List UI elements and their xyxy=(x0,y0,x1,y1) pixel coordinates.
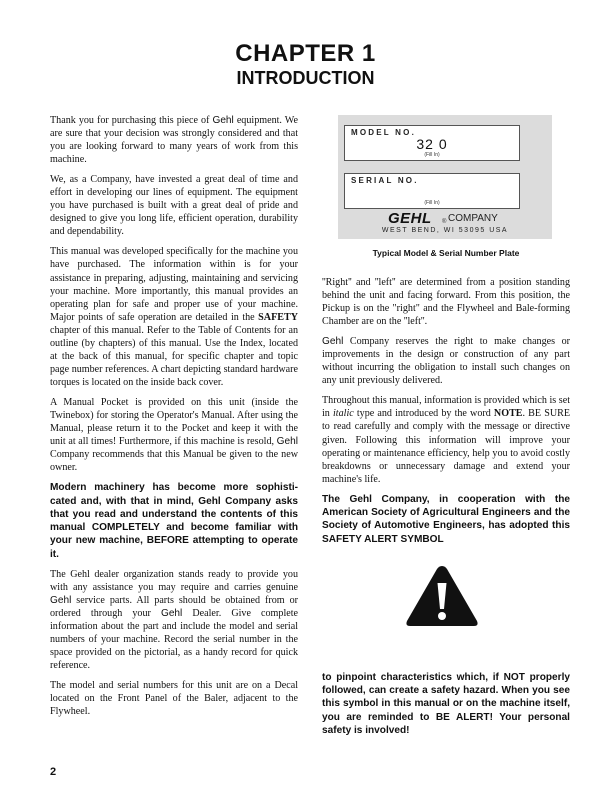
text-run: Dealer. Give complete information about the part and include the model and serial numbers of your machine. Record the serial number in the space provided on the pictorial, as a handy record for quick reference. xyxy=(50,608,299,672)
note-word: NOTE xyxy=(493,408,523,420)
changes-paragraph xyxy=(322,335,570,387)
safety-alert-symbol xyxy=(322,553,570,663)
text-run: service parts. All parts should be obtained from or ordered through your xyxy=(50,595,298,620)
intro-paragraph-1 xyxy=(50,114,298,166)
left-column xyxy=(50,114,298,726)
text-run: . BE SURE to read carefully and comply with the message or directive given. Following this information will improve your operating or maintenance efficiency, help you to avoid costly breakdowns or unnecessary damage and extend your machine's life. xyxy=(322,408,571,485)
model-number-box xyxy=(344,125,520,161)
text-run: Company reserves the right to make changes or improvements in the design or construction of any part without incurring the obligation to install such changes on any unit previously delivered. xyxy=(322,336,570,387)
model-number-value: 32 0 xyxy=(416,136,448,152)
safety-alert-intro: The Gehl Company, in cooperation with the American Society of Agricultural Engineers and the Society of Automotive Engineers, has adopted this SAFETY ALERT SYMBOL xyxy=(322,493,570,545)
text-run: Thank you for purchasing this piece of xyxy=(50,115,213,126)
gehl-brand-text: Gehl xyxy=(160,608,183,620)
page-number: 2 xyxy=(50,766,57,778)
dealer-paragraph xyxy=(50,568,298,672)
serial-number-plate xyxy=(338,115,552,239)
note-paragraph xyxy=(322,394,570,485)
gehl-brand-text: Gehl xyxy=(212,115,234,126)
plate-caption: Typical Model & Serial Number Plate xyxy=(372,248,520,258)
text-run: type and introduced by the word xyxy=(353,408,494,420)
safety-chapter-ref: SAFETY xyxy=(258,311,298,323)
gehl-brand-text: Gehl xyxy=(50,595,72,607)
intro-paragraph-2: We, as a Company, have invested a great deal of time and effort in developing our lines of equipment. The equipment you have purchased is built with a great deal of pride and designed to give you long life, efficient operation, durability and dependability. xyxy=(50,174,298,238)
company-text: COMPANY xyxy=(448,213,498,224)
gehl-logo: GEHL xyxy=(388,210,432,227)
gehl-brand-text: Gehl xyxy=(276,436,298,448)
chapter-title: INTRODUCTION xyxy=(236,68,375,88)
text-run: A Manual Pocket is provided on this unit (inside the Twinebox) for storing the Operator's Manual. After using the Manual, please return it to the Pocket and keep it with the unit at all times! Furthermore, if this machine is resold, xyxy=(50,396,298,448)
serial-location-paragraph: The model and serial numbers for this unit are on a Decal located on the Front Panel of the Baler, adjacent to the Flywheel. xyxy=(50,680,298,718)
registered-mark: ® xyxy=(442,219,447,225)
fill-in-hint: (Fill In) xyxy=(424,200,440,206)
manual-pocket-paragraph xyxy=(50,396,298,474)
company-address: WEST BEND, WI 53095 USA xyxy=(381,227,509,234)
text-run: Throughout this manual, information is provided which is set in xyxy=(322,395,570,420)
text-run: This manual was developed specifically for the machine you have purchased. The information within is for your assistance in preparing, adjusting, maintaining and servicing your machine. More importantly, this manual provides an operating plan for safe and proper use of your machine. Major points of safe operation are detailed in the xyxy=(50,246,298,323)
read-manual-warning: Modern machinery has become more sophisti-cated and, with that in mind, Gehl Company asks that you read and understand the contents of this manual COMPLETELY and become familiar with your new machine, BEFORE attempting to operate it. xyxy=(50,482,298,560)
text-run: The Gehl dealer organization stands ready to provide you with any assistance you may require and carries genuine xyxy=(50,569,298,594)
text-run: equipment. We are sure that your decision was strongly considered and that you are looking forward to many years of work from this machine. xyxy=(50,115,298,166)
safety-alert-meaning: to pinpoint characteristics which, if NOT properly followed, can create a safety hazard. When you see this symbol in this manual or on the machine itself, you are reminded to BE ALERT! Your personal safety is involved! xyxy=(322,671,570,737)
right-left-paragraph: ''Right'' and ''left'' are determined from a position standing behind the unit and facing forward. From this position, the Pickup is on the "right" and the Flywheel and Bale-forming Chamber are on the ''left''. xyxy=(322,277,570,328)
right-column xyxy=(322,115,570,744)
serial-number-box xyxy=(344,173,520,209)
text-run: chapter of this manual. Refer to the Table of Contents for an outline (by chapters) of this manual. Use the Index, located at the back of this manual, for specific chapter and topic page number references. A chart depicting standard hardware torques is located on the inside back cover. xyxy=(50,324,298,388)
warning-triangle-icon xyxy=(404,563,480,629)
serial-number-label: SERIAL NO. xyxy=(351,176,419,185)
italic-word: italic xyxy=(332,408,354,420)
intro-paragraph-3 xyxy=(50,245,298,389)
chapter-heading: CHAPTER 1 xyxy=(235,40,376,67)
fill-in-hint: (Fill In) xyxy=(424,152,440,158)
model-number-label: MODEL NO. xyxy=(351,128,416,137)
text-run: Company recommends that this Manual be given to the new owner. xyxy=(50,449,298,474)
gehl-brand-text: Gehl xyxy=(322,336,344,348)
